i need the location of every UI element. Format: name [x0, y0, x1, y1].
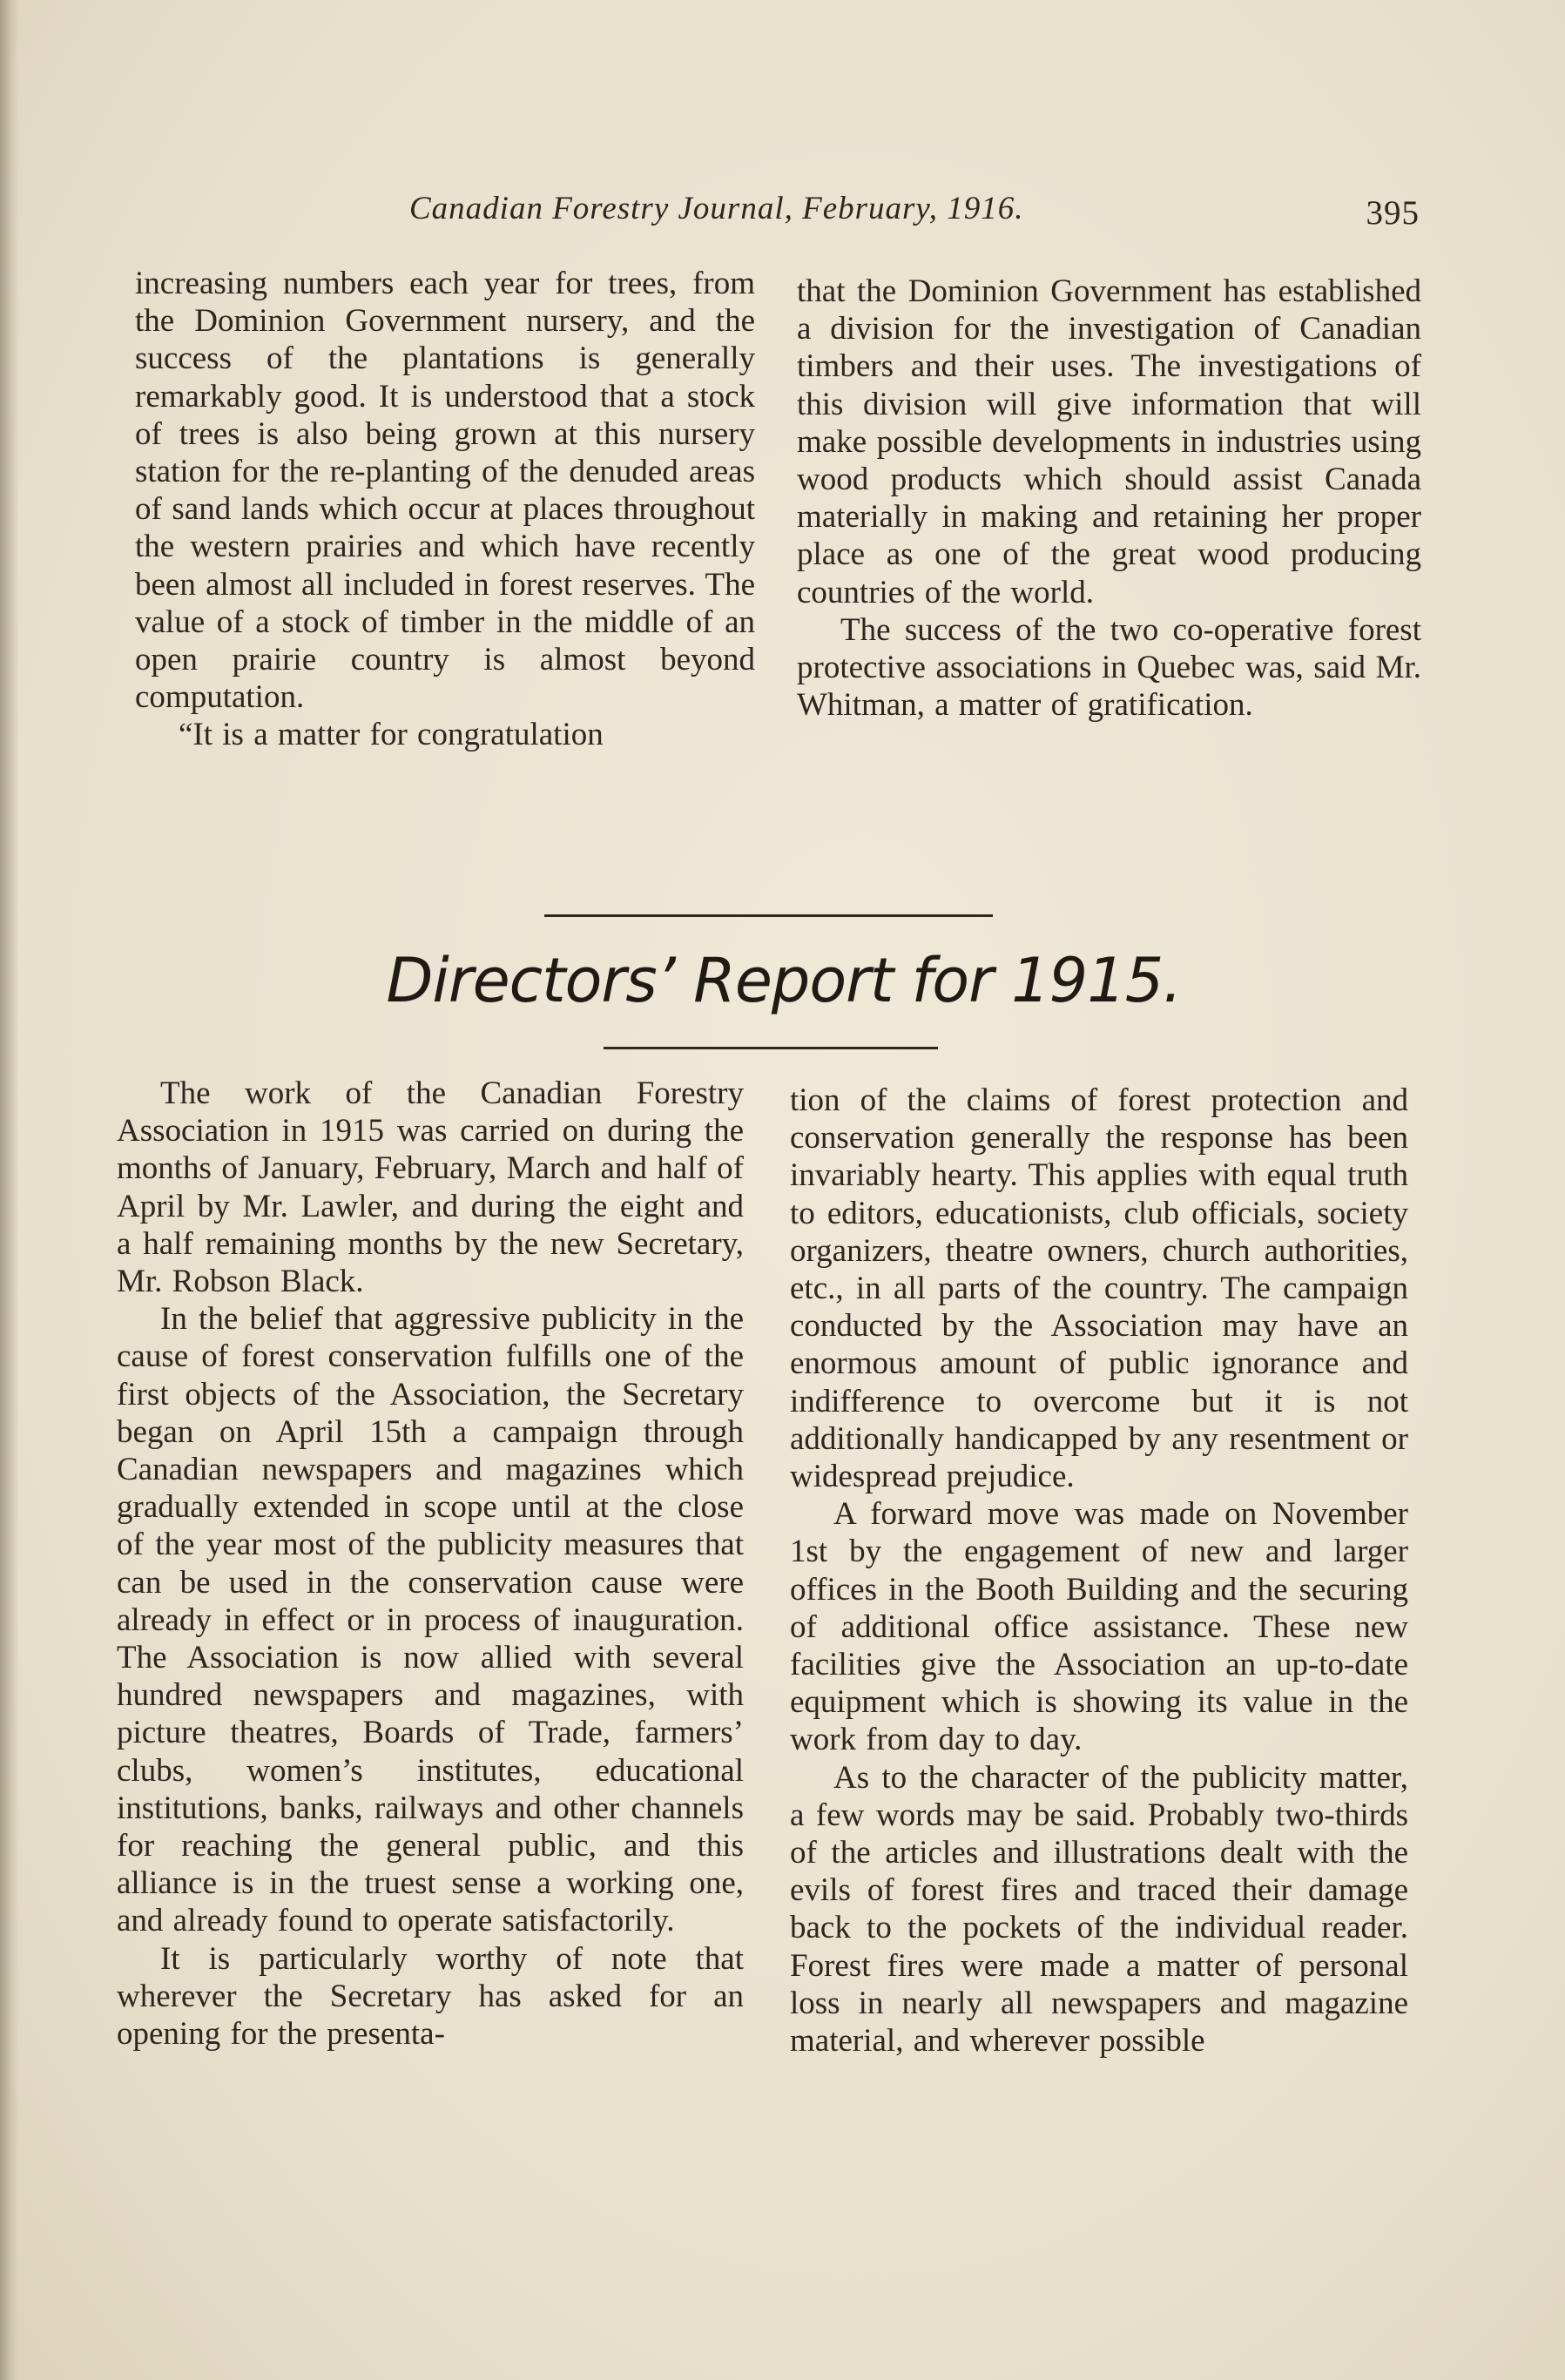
- paragraph: tion of the claims of forest protection and conservation generally the response has been invariably hearty. This applies with equal truth to editors, educationists, club officials, society organizers, theatre owners, church authorities, etc., in all parts of the country. The campaign conducted by the Association may have an enormous amount of public ignorance and indifference to overcome but it is not additionally handicapped by any resentment or widespread prejudice.: [790, 1082, 1408, 1495]
- top-right-column: [797, 273, 1421, 724]
- paragraph: A forward move was made on November 1st by the engagement of new and larger offices in the Booth Building and the securing of additional office assistance. These new facilities give the Association an up-to-date equipment which is showing its value in the work from day to day.: [790, 1496, 1408, 1758]
- report-right-column: [790, 1082, 1408, 2060]
- journal-running-title: Canadian Forestry Journal, February, 1916.: [409, 191, 1024, 226]
- paragraph: The success of the two co-operative forest protective associations in Quebec was, said Mr. Whitman, a matter of gratification.: [797, 611, 1421, 724]
- paragraph: The work of the Canadian Forestry Association in 1915 was carried on during the months of January, February, March and half of April by Mr. Lawler, and during the eight and a half remaining months by the new Secretary, Mr. Robson Black.: [117, 1075, 744, 1300]
- paragraph: As to the character of the publicity matter, a few words may be said. Probably two-thirds of the articles and illustrations dealt with the evils of forest fires and traced their damage back to the pockets of the individual reader. Forest fires were made a matter of personal loss in nearly all newspapers and magazine material, and wherever possible: [790, 1759, 1408, 2060]
- title-rule-bottom: [604, 1047, 938, 1049]
- running-head: [401, 190, 1428, 239]
- paragraph: It is particularly worthy of note that wherever the Secretary has asked for an opening for the presenta-: [117, 1940, 744, 2053]
- paragraph: “It is a matter for congratulation: [179, 717, 604, 753]
- paragraph: that the Dominion Government has established a division for the investigation of Canadian timbers and their uses. The investigations of this division will give information that will make possible developments in industries using wood products which should assist Canada materially in making and retaining her proper place as one of the great wood producing countries of the world.: [797, 273, 1421, 610]
- page-binding-edge: [0, 0, 19, 2380]
- paragraph: increasing numbers each year for trees, from the Dominion Government nursery, and the success of the plantations is generally remarkably good. It is understood that a stock of trees is also being grown at this nursery station for the re-planting of the denuded areas of sand lands which occur at places throughout the western prairies and which have recently been almost all included in forest reserves. The value of a stock of timber in the middle of an open prairie country is almost beyond computation.: [135, 266, 755, 716]
- page-number: 395: [1366, 194, 1420, 232]
- paragraph: In the belief that aggressive publicity in the cause of forest conservation fulfills one of the first objects of the Association, the Secretary began on April 15th a campaign through Canadian newspapers and magazines which gradually extended in scope until at the close of the year most of the publicity measures that can be used in the conservation cause were already in effect or in process of inauguration. The Association is now allied with several hundred newspapers and magazines, with picture theatres, Boards of Trade, farmers’ clubs, women’s institutes, educational institutions, banks, railways and other channels for reaching the general public, and this alliance is in the truest sense a working one, and already found to operate satisfactorily.: [117, 1301, 744, 1939]
- title-rule-top: [544, 914, 993, 917]
- report-left-column: [117, 1075, 744, 2053]
- top-left-column: [135, 265, 755, 754]
- report-title: Directors’ Report for 1915.: [386, 945, 1182, 1016]
